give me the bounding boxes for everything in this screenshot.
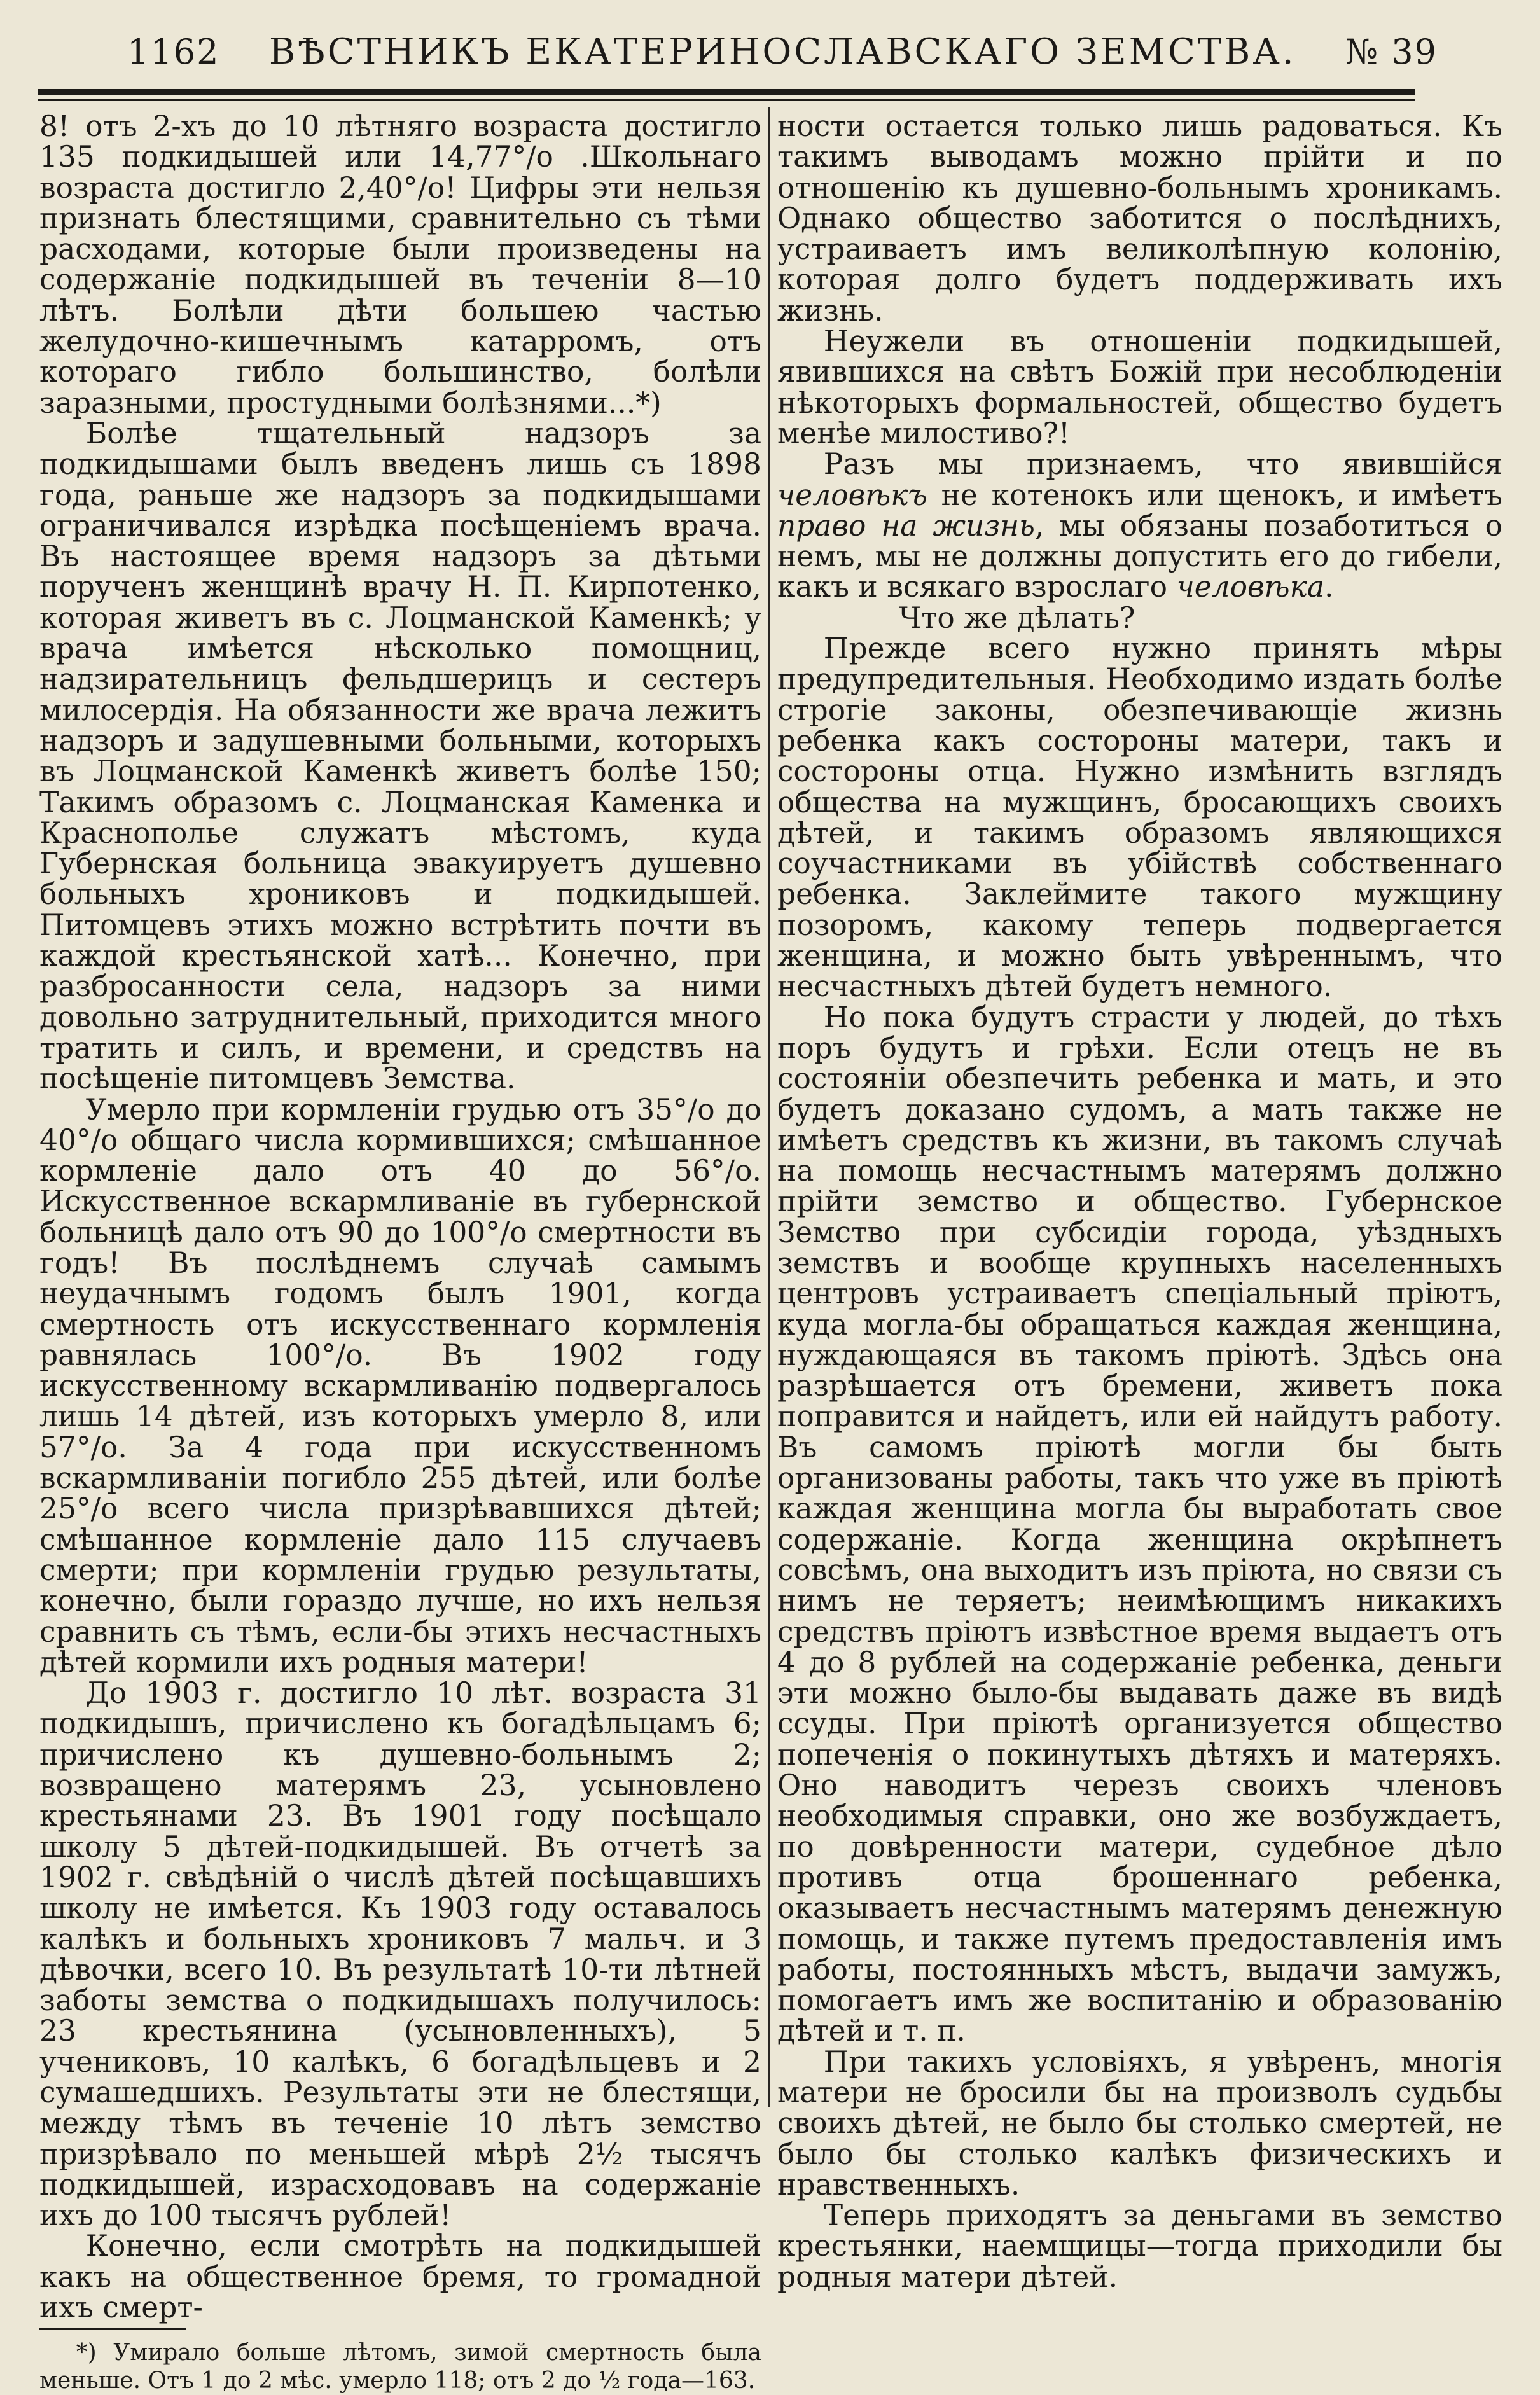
footnote bbox=[39, 2339, 761, 2395]
column-divider bbox=[768, 107, 770, 2107]
text-run: Разъ мы признаемъ, что явившійся bbox=[823, 447, 1502, 482]
header-rule-thick bbox=[38, 89, 1415, 95]
paragraph: До 1903 г. достигло 10 лѣт. возраста 31 подкидышъ, причислено къ богадѣльцамъ 6; причислено къ душевно-больнымъ 2; возвращено матерямъ 23, усыновлено крестьянами 23. Въ 1901 году посѣщало школу 5 дѣтей-подкидышей. Въ отчетѣ за 1902 г. свѣдѣній о числѣ дѣтей посѣщавшихъ школу не имѣется. Къ 1903 году оставалось калѣкъ и больныхъ хрониковъ 7 мальч. и 3 дѣвочки, всего 10. Въ результатѣ 10-ти лѣтней заботы земства о подкидышахъ получилось: 23 крестьянина (усыновленныхъ), 5 учениковъ, 10 калѣкъ, 6 богадѣльцевъ и 2 сумашедшихъ. Результаты эти не блестящи, между тѣмъ въ теченіе 10 лѣтъ земство призрѣвало по меньшей мѣрѣ 2½ тысячъ подкидышей, израсходовавъ на содержаніе ихъ до 100 тысячъ рублей! bbox=[39, 1676, 761, 2233]
page-number: 1162 bbox=[127, 31, 220, 72]
paragraph: Но пока будутъ страсти у людей, до тѣхъ поръ будутъ и грѣхи. Если отецъ не въ состояніи обезпечить ребенка и мать, и это будетъ доказано судомъ, а мать также не имѣетъ средствъ къ жизни, въ такомъ случаѣ на помощь несчастнымъ матерямъ должно прійти земство и общество. Губернское Земство при субсидіи города, уѣздныхъ земствъ и вообще крупныхъ населенныхъ центровъ устраиваетъ спеціальный пріютъ, куда могла-бы обращаться каждая женщина, нуждающаяся въ такомъ пріютѣ. Здѣсь она разрѣшается отъ бремени, живетъ пока поправится и найдетъ, или ей найдутъ работу. Въ самомъ пріютѣ могли бы быть организованы работы, такъ что уже въ пріютѣ каждая женщина могла бы выработать свое содержаніе. Когда женщина окрѣпнетъ совсѣмъ, она выходитъ изъ пріюта, но связи съ нимъ не теряетъ; неимѣющимъ никакихъ средствъ пріютъ извѣстное время выдаетъ отъ 4 до 8 рублей на содержаніе ребенка, деньги эти можно было-бы выдавать даже въ видѣ ссуды. При пріютѣ организуется общество попеченія о покинутыхъ дѣтяхъ и матеряхъ. Оно наводитъ черезъ своихъ членовъ необходимыя справки, оно же возбуждаетъ, по довѣренности матери, судебное дѣло противъ отца брошеннаго ребенка, оказываетъ несчастнымъ матерямъ денежную помощь, и также путемъ предоставленія имъ работы, постоянныхъ мѣстъ, выдачи замужъ, помогаетъ имъ же воспитанію и образованію дѣтей и т. п. bbox=[777, 1000, 1502, 2048]
left-column bbox=[39, 111, 761, 2395]
header-rule-thin bbox=[38, 99, 1415, 101]
page-header bbox=[127, 23, 1438, 80]
paragraph: Что же дѣлать? bbox=[899, 600, 1135, 635]
paragraph: 8! отъ 2-хъ до 10 лѣтняго возраста достигло 135 подкидышей или 14,77°/о .Школьнаго возраста достигло 2,40°/о! Цифры эти нельзя признать блестящими, сравнительно съ тѣми расходами, которые были произведены на содержаніе подкидышей въ теченіи 8—10 лѣтъ. Болѣли дѣти большею частью желудочно-кишечнымъ катарромъ, отъ котораго гибло большинство, болѣли заразными, простудными болѣзнями...*) bbox=[39, 109, 761, 420]
text-run: не котенокъ или щенокъ, и имѣетъ bbox=[927, 478, 1502, 512]
right-column bbox=[777, 111, 1502, 2293]
emphasis: право на жизнь bbox=[777, 508, 1035, 543]
footnote-text: *) Умирало больше лѣтомъ, зимой смертность была меньше. Отъ 1 до 2 мѣс. умерло 118; отъ 2 до ½ года—163. bbox=[39, 2340, 761, 2394]
text-run: , мы обязаны позаботиться о немъ, мы не должны допустить его до гибели, какъ и всякаго взрослаго bbox=[777, 508, 1502, 604]
emphasis: человѣка bbox=[1176, 570, 1324, 604]
journal-title: ВѢСТНИКЪ ЕКАТЕРИНОСЛАВСКАГО ЗЕМСТВА. bbox=[268, 31, 1296, 73]
text-run: . bbox=[1324, 570, 1334, 604]
paragraph bbox=[777, 449, 1502, 602]
paragraph: Болѣе тщательный надзоръ за подкидышами былъ введенъ лишь съ 1898 года, раньше же надзоръ за подкидышами ограничивался изрѣдка посѣщеніемъ врача. Въ настоящее время надзоръ за дѣтьми порученъ женщинѣ врачу Н. П. Кирпотенко, которая живетъ въ с. Лоцманской Каменкѣ; у врача имѣется нѣсколько помощниц, надзирательницъ фельдшерицъ и сестеръ милосердія. На обязанности же врача лежитъ надзоръ и задушевными больными, которыхъ въ Лоцманской Каменкѣ живетъ болѣе 150; Такимъ образомъ с. Лоцманская Каменка и Краснополье служатъ мѣстомъ, куда Губернская больница эвакуируетъ душевно больныхъ хрониковъ и подкидышей. Питомцевъ этихъ можно встрѣтить почти въ каждой крестьянской хатѣ... Конечно, при разбросанности села, надзоръ за ними довольно затруднительный, приходится много тратить и силъ, и времени, и средствъ на посѣщеніе питомцевъ Земства. bbox=[39, 416, 761, 1096]
paragraph: Неужели въ отношеніи подкидышей, явившихся на свѣтъ Божій при несоблюденіи нѣкоторыхъ формальностей, общество будетъ менѣе милостиво?! bbox=[777, 324, 1502, 450]
paragraph: Теперь приходятъ за деньгами въ земство крестьянки, наемщицы—тогда приходили бы родныя матери дѣтей. bbox=[777, 2198, 1502, 2294]
paragraph: ности остается только лишь радоваться. Къ такимъ выводамъ можно прійти и по отношенію къ душевно-больнымъ хроникамъ. Однако общество заботится о послѣднихъ, устраиваетъ имъ великолѣпную колонію, которая долго будетъ поддерживать ихъ жизнь. bbox=[777, 109, 1502, 328]
paragraph: Умерло при кормленіи грудью отъ 35°/о до 40°/о общаго числа кормившихся; смѣшанное кормленіе дало отъ 40 до 56°/о. Искусственное вскармливаніе въ губернской больницѣ дало отъ 90 до 100°/о смертности въ годъ! Въ послѣднемъ случаѣ самымъ неудачнымъ годомъ былъ 1901, когда смертность отъ искусственнаго кормленія равнялась 100°/о. Въ 1902 году искусственному вскармливанію подвергалось лишь 14 дѣтей, изъ которыхъ умерло 8, или 57°/о. За 4 года при искусственномъ вскармливаніи погибло 255 дѣтей, или болѣе 25°/о всего числа призрѣвавшихся дѣтей; смѣшанное кормленіе дало 115 случаевъ смерти; при кормленіи грудью результаты, конечно, были гораздо лучше, но ихъ нельзя сравнить съ тѣмъ, если-бы этихъ несчастныхъ дѣтей кормили ихъ родныя матери! bbox=[39, 1092, 761, 1679]
paragraph: Прежде всего нужно принять мѣры предупредительныя. Необходимо издать болѣе строгіе законы, обезпечивающіе жизнь ребенка какъ состороны матери, такъ и состороны отца. Нужно измѣнить взглядъ общества на мужщинъ, бросающихъ своихъ дѣтей, и такимъ образомъ являющихся соучастниками въ убійствѣ собственнаго ребенка. Заклеймите такого мужщину позоромъ, какому теперь подвергается женщина, и можно быть увѣреннымъ, что несчастныхъ дѣтей будетъ немного. bbox=[777, 632, 1502, 1004]
paragraph: Конечно, если смотрѣть на подкидышей какъ на общественное бремя, то громадной ихъ смерт- bbox=[39, 2229, 761, 2325]
emphasis: человѣкъ bbox=[777, 478, 927, 512]
issue-number: № 39 bbox=[1345, 31, 1438, 72]
footnote-rule bbox=[39, 2328, 186, 2330]
paragraph: При такихъ условіяхъ, я увѣренъ, многія матери не бросили бы на произволъ судьбы своихъ дѣтей, не было бы столько смертей, не было бы столько калѣкъ физическихъ и нравственныхъ. bbox=[777, 2044, 1502, 2202]
